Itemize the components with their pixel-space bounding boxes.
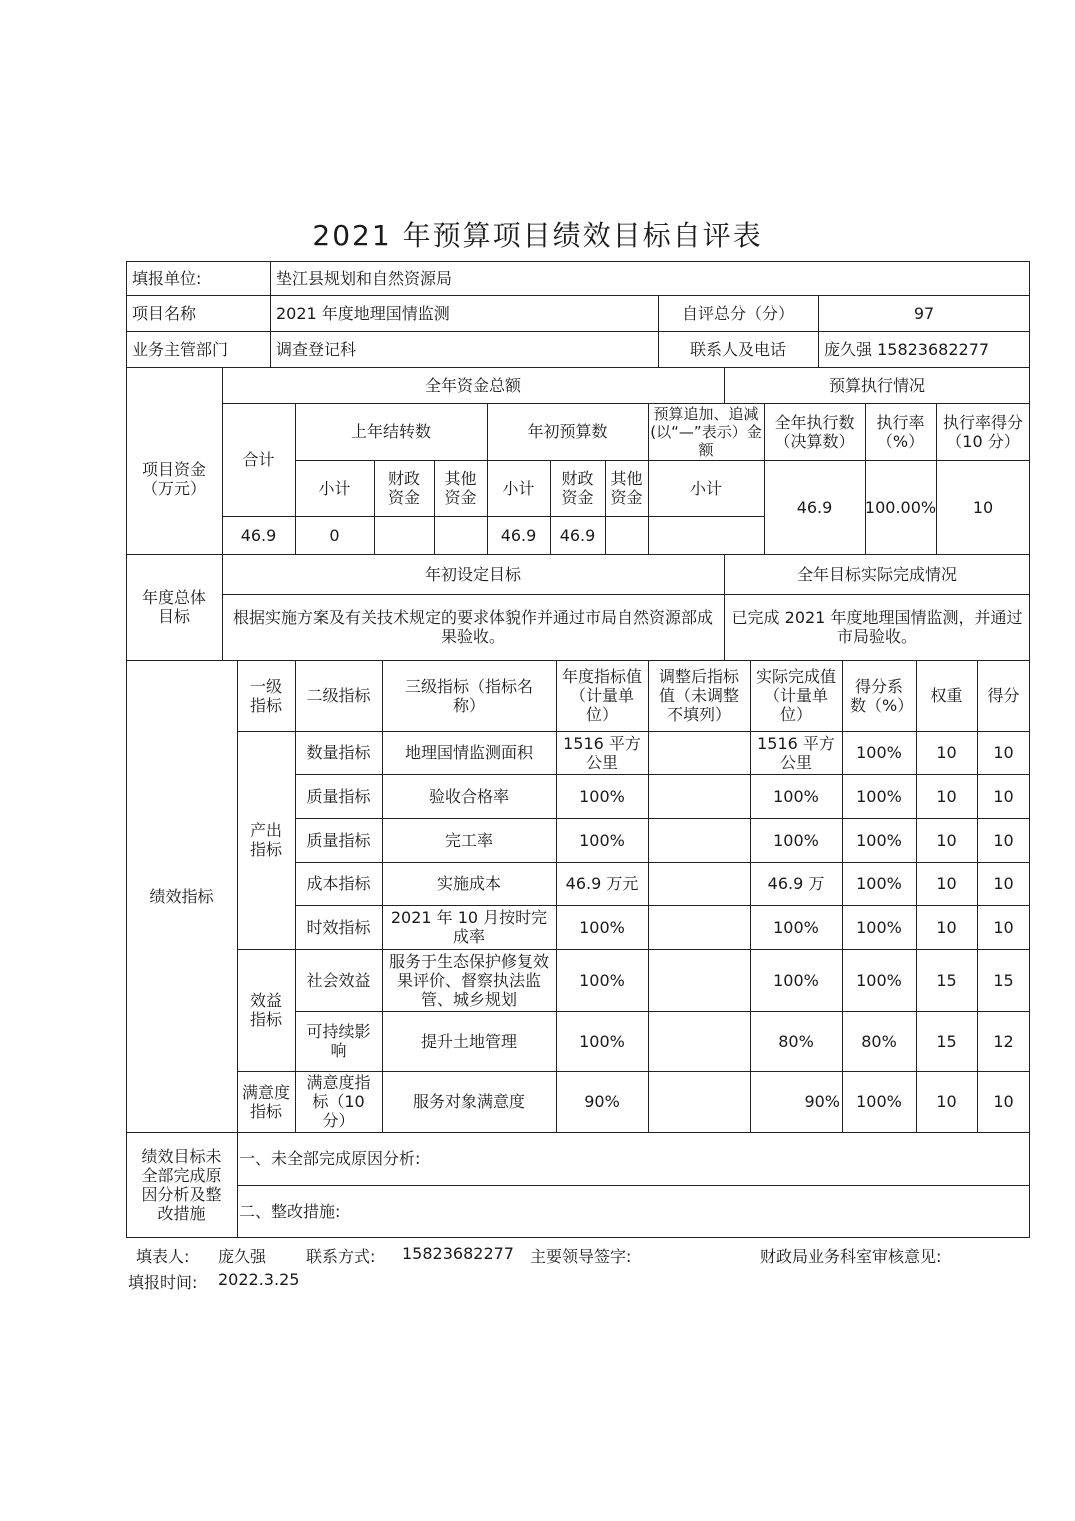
adjust-subtotal-label: 小计: [689, 478, 722, 498]
footer-date-value: 2022.3.25: [218, 1270, 300, 1289]
carry-subtotal-label: 小计: [318, 478, 351, 498]
table-row-target: 90%: [584, 1092, 620, 1111]
table-row-coef: 100%: [856, 786, 902, 806]
goals-set-header: 年初设定目标: [424, 564, 521, 584]
project-label: 项目名称: [132, 303, 197, 323]
exec-score-header: 执行率得分（10 分）: [942, 412, 1023, 451]
adjusted-header: 调整后指标值（未调整不填列）: [658, 667, 739, 724]
annual-exec-header: 全年执行数（决算数）: [774, 412, 855, 451]
table-row-score: 12: [993, 1031, 1014, 1051]
footer-finance-review: 财政局业务科室审核意见:: [760, 1247, 942, 1266]
heji-value: 46.9: [240, 525, 277, 545]
annual-exec-value: 46.9: [796, 497, 833, 517]
group-satisfaction: 满意度指标: [241, 1082, 290, 1121]
table-row-target: 100%: [579, 917, 625, 937]
footer-contact-label: 联系方式:: [306, 1247, 376, 1266]
funds-heji-label: 合计: [242, 450, 275, 469]
exec-score-value: 10: [972, 497, 994, 517]
table-row-level2: 社会效益: [306, 970, 371, 990]
table-row-target: 100%: [579, 830, 625, 850]
table-row-weight: 10: [936, 830, 957, 850]
table-row-weight: 10: [936, 743, 957, 762]
table-row-target: 1516 平方公里: [563, 733, 641, 772]
table-row-coef: 100%: [856, 743, 902, 762]
budget-subtotal-label: 小计: [502, 478, 535, 498]
funds-row-label: 项目资金（万元）: [141, 459, 206, 498]
initial-budget-header: 年初预算数: [527, 422, 608, 441]
unit-label: 填报单位:: [132, 268, 202, 288]
table-row-target: 46.9 万元: [565, 874, 639, 893]
footer-date-label: 填报时间:: [128, 1273, 198, 1292]
table-row-target: 100%: [579, 786, 625, 806]
level3-header: 三级指标（指标名称）: [404, 676, 533, 715]
table-row-actual: 1516 平方公里: [757, 733, 835, 772]
contact-label: 联系人及电话: [689, 339, 786, 359]
footer-filler-label: 填表人:: [136, 1247, 190, 1266]
analysis-reason: 一、未全部完成原因分析:: [239, 1149, 421, 1168]
carry-fiscal-label: 财政资金: [387, 469, 420, 507]
footer-leader-sign: 主要领导签字:: [530, 1247, 632, 1266]
funds-exec-header: 预算执行情况: [828, 375, 925, 395]
budget-fiscal-value: 46.9: [559, 525, 596, 545]
table-row-level2: 质量指标: [306, 830, 371, 850]
table-row-level2: 质量指标: [306, 786, 371, 806]
table-row-weight: 15: [936, 970, 957, 990]
table-row-level3: 提升土地管理: [420, 1031, 517, 1051]
table-row-level3: 2021 年 10 月按时完成率: [390, 908, 548, 946]
table-row-coef: 100%: [856, 830, 902, 850]
carry-other-label: 其他资金: [444, 469, 477, 507]
dept-value: 调查登记科: [276, 339, 357, 359]
table-row-score: 15: [993, 970, 1014, 990]
goals-row-label: 年度总体目标: [142, 588, 207, 626]
table-row-coef: 100%: [856, 1092, 902, 1111]
table-row-actual: 90%: [804, 1092, 840, 1111]
budget-other-label: 其他资金: [610, 469, 643, 507]
table-row-coef: 100%: [856, 874, 902, 893]
dept-label: 业务主管部门: [132, 339, 229, 359]
table-row-level3: 验收合格率: [428, 786, 509, 806]
table-row-score: 10: [993, 830, 1014, 850]
indicators-row-label: 绩效指标: [149, 886, 214, 906]
table-row-actual: 46.9 万: [767, 874, 825, 893]
goals-actual-header: 全年目标实际完成情况: [796, 564, 957, 584]
goals-actual-text: 已完成 2021 年度地理国情监测，并通过市局验收。: [731, 608, 1023, 646]
table-row-score: 10: [993, 917, 1014, 937]
adjust-header: 预算追加、追减(以“—”表示）金额: [650, 404, 762, 459]
budget-subtotal-value: 46.9: [500, 525, 537, 545]
group-benefit: 效益指标: [249, 991, 282, 1029]
weight-header: 权重: [930, 686, 963, 705]
table-row-level2: 可持续影响: [306, 1022, 371, 1060]
contact-value: 庞久强 15823682277: [824, 339, 990, 359]
exec-rate-value: 100.00%: [865, 497, 936, 517]
level1-header: 一级指标: [249, 676, 282, 715]
table-row-level3: 地理国情监测面积: [404, 743, 533, 762]
table-row-weight: 10: [936, 917, 957, 937]
coef-header: 得分系数（%）: [850, 676, 914, 715]
analysis-row-label: 绩效目标未全部完成原因分析及整改措施: [141, 1147, 222, 1223]
goals-set-text: 根据实施方案及有关技术规定的要求体貌作并通过市局自然资源部成果验收。: [232, 608, 713, 646]
table-row-weight: 10: [936, 1092, 957, 1111]
table-row-level3: 服务对象满意度: [412, 1092, 525, 1111]
table-row-score: 10: [993, 743, 1014, 762]
table-row-actual: 80%: [778, 1031, 814, 1051]
table-row-actual: 100%: [773, 970, 819, 990]
table-row-actual: 100%: [773, 917, 819, 937]
project-value: 2021 年度地理国情监测: [276, 303, 450, 323]
target-header: 年度指标值（计量单位）: [561, 667, 642, 724]
analysis-measures: 二、整改措施:: [239, 1202, 341, 1221]
table-row-level2: 成本指标: [306, 874, 371, 893]
table-row-level3: 实施成本: [436, 874, 501, 893]
table-row-target: 100%: [579, 970, 625, 990]
page-title: 2021 年预算项目绩效目标自评表: [312, 219, 763, 252]
table-row-score: 10: [993, 874, 1014, 893]
score-label: 自评总分（分）: [681, 303, 794, 323]
table-row-level2: 时效指标: [306, 917, 371, 937]
table-row-score: 10: [993, 786, 1014, 806]
score-value: 97: [913, 303, 935, 323]
table-row-level3: 完工率: [444, 830, 493, 850]
table-row-coef: 80%: [861, 1031, 897, 1051]
table-row-level2: 数量指标: [306, 743, 371, 762]
score-col-header: 得分: [987, 686, 1020, 705]
table-row-score: 10: [993, 1092, 1014, 1111]
carryover-header: 上年结转数: [350, 422, 431, 441]
carry-subtotal-value: 0: [329, 525, 340, 545]
level2-header: 二级指标: [306, 686, 371, 705]
group-output: 产出指标: [249, 821, 282, 859]
table-row-level2: 满意度指标（10 分）: [306, 1073, 371, 1130]
table-row-coef: 100%: [856, 917, 902, 937]
unit-value: 垫江县规划和自然资源局: [276, 268, 453, 288]
budget-fiscal-label: 财政资金: [561, 469, 594, 507]
footer-contact-phone: 15823682277: [402, 1244, 514, 1263]
table-row-target: 100%: [579, 1031, 625, 1051]
table-row-weight: 15: [936, 1031, 957, 1051]
table-row-actual: 100%: [773, 786, 819, 806]
table-row-weight: 10: [936, 786, 957, 806]
funds-total-header: 全年资金总额: [424, 375, 521, 395]
table-row-coef: 100%: [856, 970, 902, 990]
exec-rate-header: 执行率（%）: [876, 412, 925, 451]
table-row-weight: 10: [936, 874, 957, 893]
footer-filler-name: 庞久强: [218, 1247, 267, 1266]
table-row-level3: 服务于生态保护修复效果评价、督察执法监管、城乡规划: [388, 951, 549, 1009]
table-row-actual: 100%: [773, 830, 819, 850]
actual-header: 实际完成值（计量单位）: [755, 667, 836, 724]
